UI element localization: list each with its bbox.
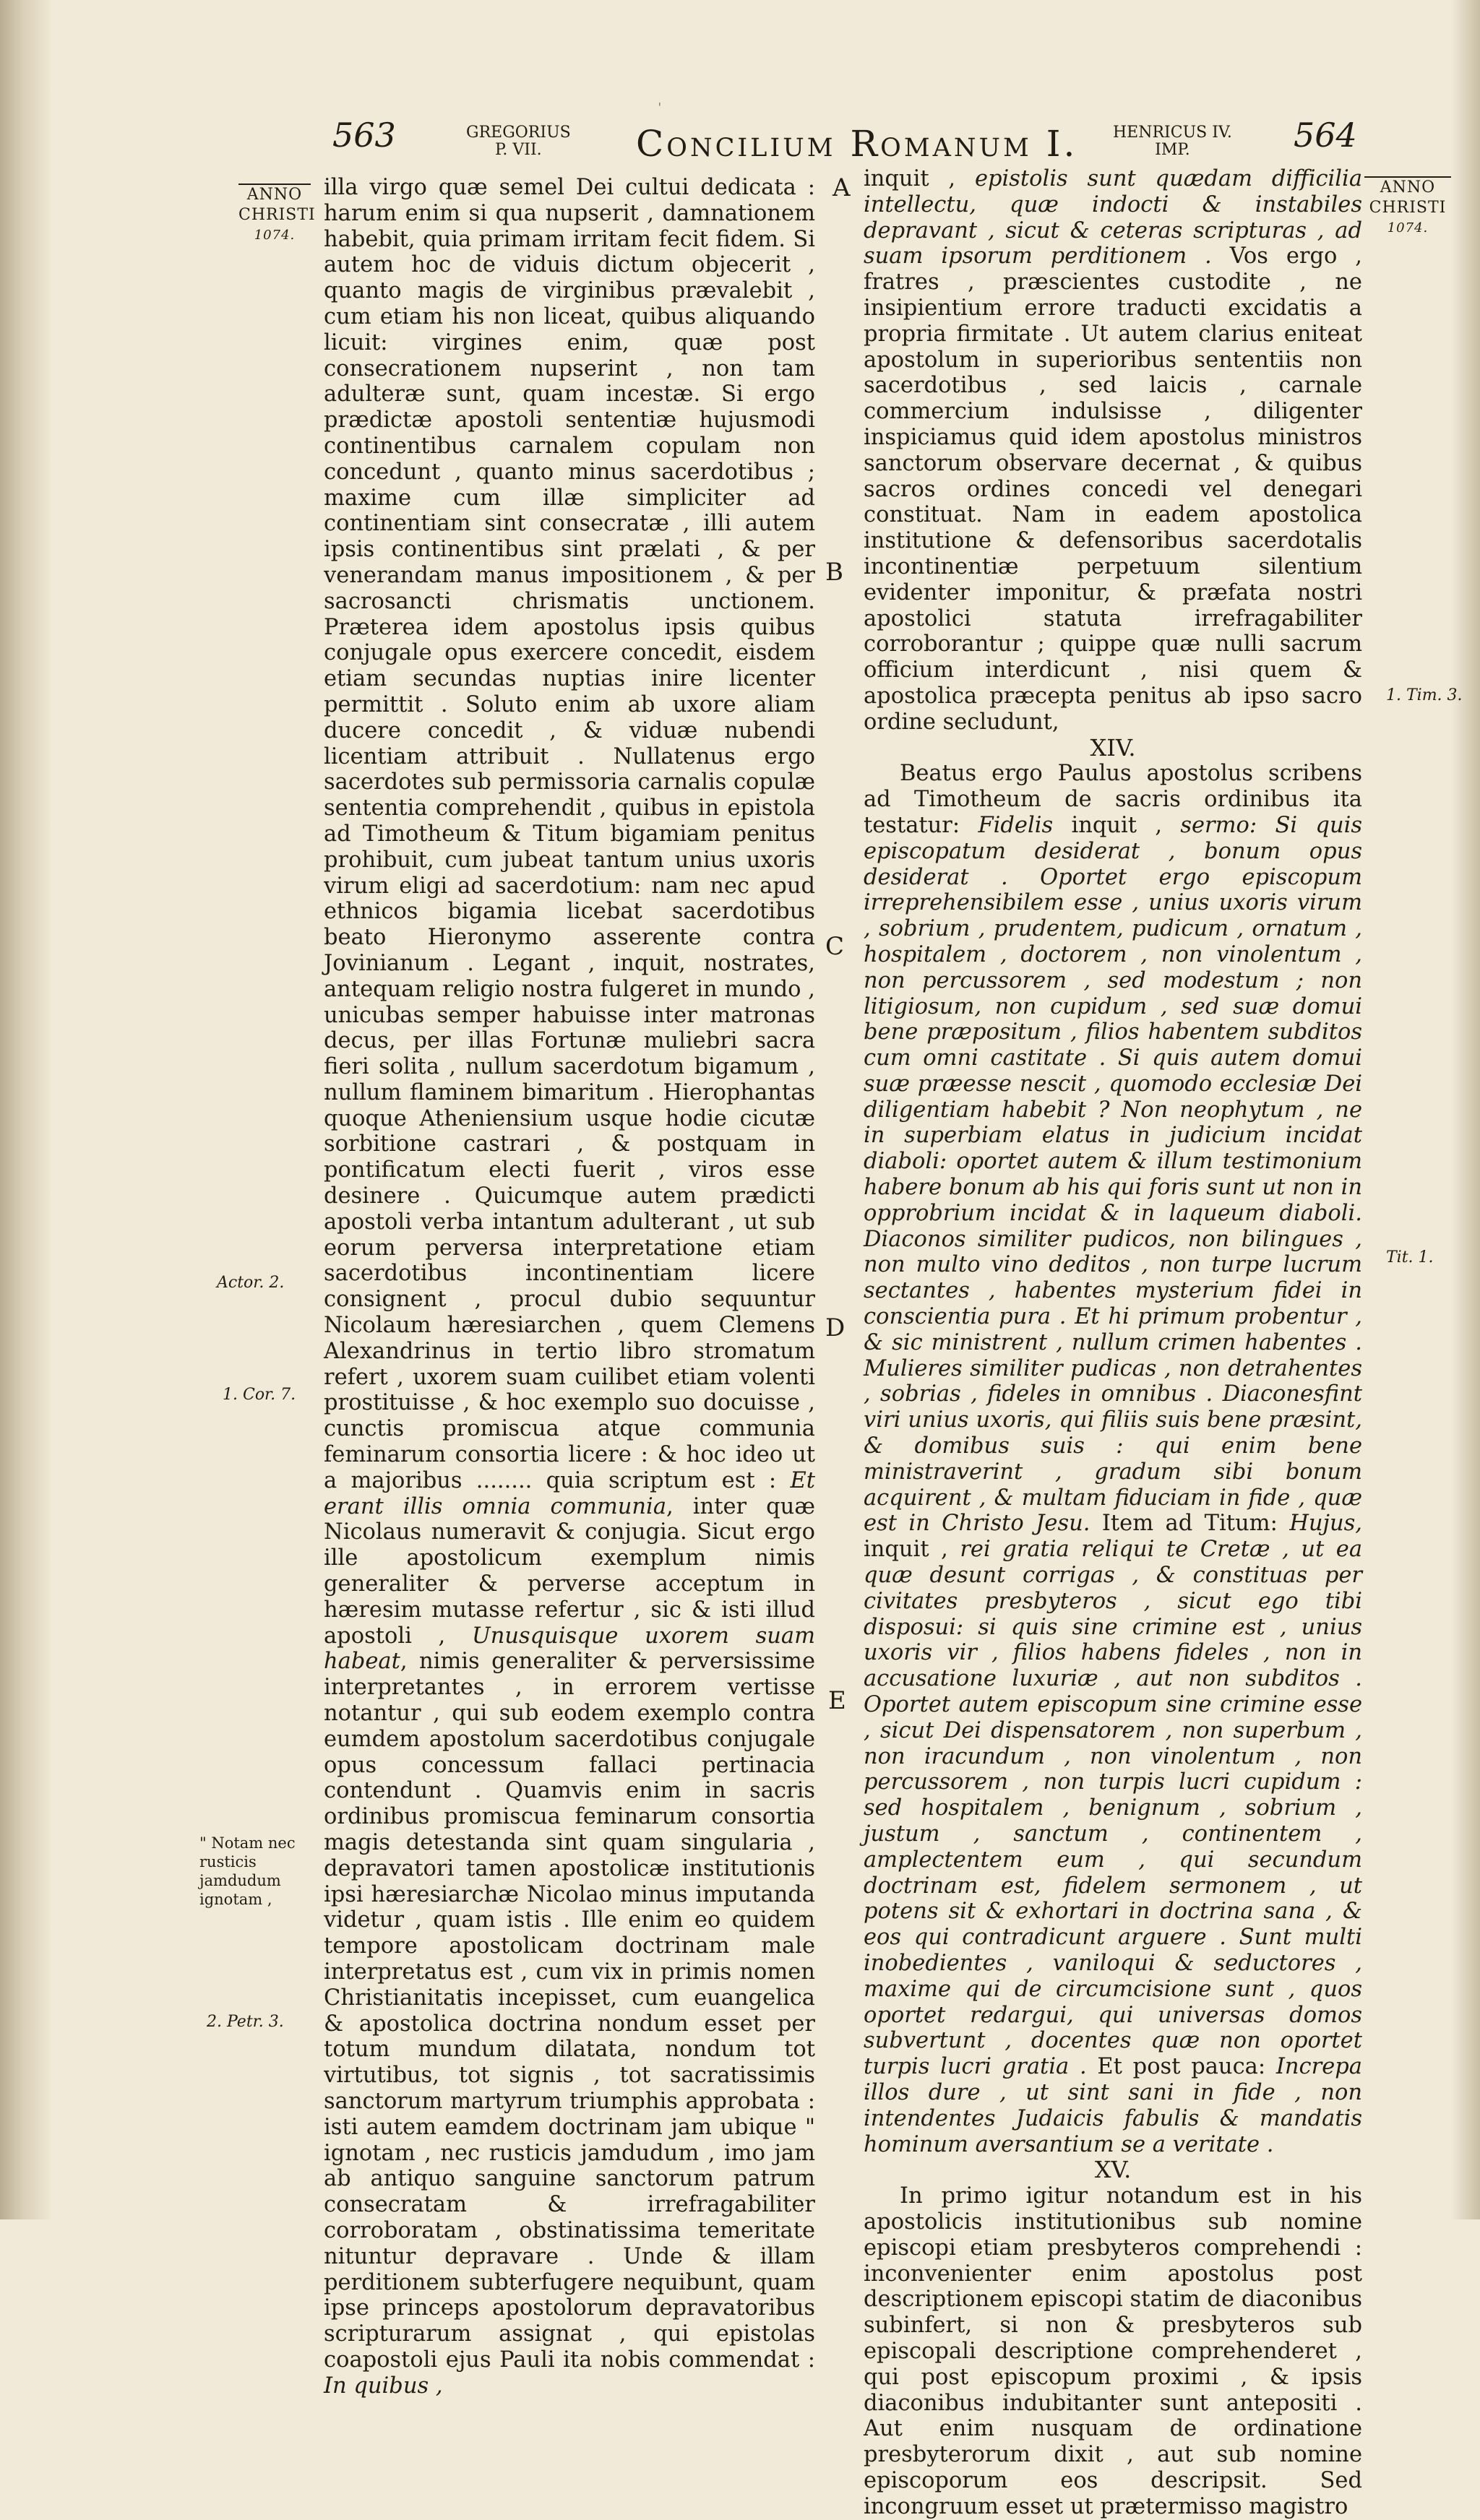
- page-title: Concilium Romanum I.: [636, 123, 1078, 165]
- quotation: Increpa illos dure , ut sint sani in fide , non intendentes Judaicis fabulis & mandatis hominum aversantium se a veritate .: [864, 2054, 1362, 2157]
- margin-note-notam: " Notam nec rusticis jamdudum ignotam ,: [199, 1834, 296, 1908]
- text-run: inquit ,: [864, 166, 956, 191]
- running-head-left-line2: P. VII.: [495, 141, 542, 159]
- christi-label: CHRISTI: [1369, 199, 1447, 217]
- section-letter-b: B: [825, 558, 843, 587]
- section-letter-a: A: [832, 173, 851, 202]
- quotation: Hujus,: [1289, 1511, 1363, 1537]
- left-paragraph: [324, 175, 815, 2399]
- running-head-right-line2: IMP.: [1155, 141, 1190, 159]
- text-run: , nimis generaliter & perversissime interpretantes , in errorem vertisse notantur , qui sub eodem exemplo contra eumdem apostolum sacerdotibus conjugale opus concessum fallaci pertinacia contendunt . Quamvis enim in sacris ordinibus promiscua feminarum consortia magis detestanda sint quam singularia , depravatori tamen apostolicæ institutionis ipsi hæresiarchæ Nicolao minus imputanda videtur , quam istis . Ille enim eo quidem tempore apostolicam doctrinam male interpretatus est , cum vix in primis nomen Christianitatis incepisset, cum euangelica & apostolica doctrina nondum esset per totum mundum dilatata, nondum tot virtutibus, tot signis , tot sacratissimis sanctorum martyrum triumphis approbata : isti autem eamdem doctrinam jam ubique " ignotam , nec rusticis jamdudum , imo jam ab antiquo sanguine sanctorum patrum consecratam & irrefragabiliter corroboratam , obstinatissima temeritate nituntur depravare . Unde & illam perditionem subterfugere nequibunt, quam ipse princeps apostolorum depravatoribus scripturarum assignat , qui epistolas coapostoli ejus Pauli ita nobis commendat :: [324, 1649, 815, 2373]
- text-run: Vos ergo , fratres , præscientes custodite , ne insipientium errore traducti excidatis a propria firmitate . Ut autem clarius eniteat apostolum in superioribus sententiis non sacerdotibus , sed laicis , carnale commercium indulsisse , diligenter inspiciamus quid idem apostolus ministros sanctorum observare decernat , & quibus sacros ordines concedi vel denegari constituat. Nam in eadem apostolica institutione & defensoribus sacerdotalis incontinentiæ perpetuum silentium evidenter imponitur, & præfata nostri apostolici statuta irrefragabiliter corroborantur ; quippe quæ nulli sacrum officium interdicunt , nisi quem & apostolica præcepta penitus ab ipso sacro ordine secludunt,: [864, 243, 1362, 735]
- quotation: Unusquisque uxorem suam habeat: [324, 1623, 815, 1675]
- text-run: illa virgo quæ semel Dei cultui dedicata : harum enim si qua nupserit , damnationem habebit, quia primam irritam fecit fidem. Si autem hoc de viduis dictum objecerit , quanto magis de virginibus prævalebit , cum etiam his non liceat, quibus aliquando licuit: virgines enim, quæ post consecrationem nupserint , non tam adulteræ sunt, quam incestæ. Si ergo prædictæ apostoli sententiæ hujusmodi continentibus carnalem copulam non concedunt , quanto minus sacerdotibus ; maxime cum illæ simpliciter ad continentiam sint consecratæ , illi autem ipsis continentibus sint prælati , & per venerandam manus impositionem , & per sacrosancti chrismatis unctionem. Præterea idem apostolus ipsis quibus conjugale opus exercere concedit, eisdem etiam secundas nuptias inire licenter permittit . Soluto enim ab uxore aliam ducere concedit , & viduæ nubendi licentiam attribuit . Nullatenus ergo sacerdotes sub permissoria carnalis copulæ sententia comprehendit , quibus in epistola ad Timotheum & Titum bigamiam penitus prohibuit, cum jubeat tantum unius uxoris virum eligi ad sacerdotium: nam nec apud ethnicos bigamia licebat sacerdotibus beato Hieronymo asserente contra Jovinianum . Legant , inquit, nostrates, antequam religio nostra fulgeret in mundo , unicubas semper habuisse inter matronas decus, per illas Fortunæ muliebri sacra fieri solita , nullum sacerdotum bigamum , nullum flaminem bimaritum . Hierophantas quoque Atheniensium usque hodie cicutæ sorbitione castrari , & postquam in pontificatum electi fuerit , viros esse desinere . Quicumque autem prædicti apostoli verba intantum adulterant , ut sub eorum perversa interpretatione etiam sacerdotibus incontinentiam licere consignent , procul dubio sequuntur Nicolaum hæresiarchen , quem Clemens Alexandrinus in tertio libro stromatum refert , uxorem suam cuilibet etiam volenti prostituisse , & hoc exemplo suo docuisse , cunctis promiscua atque communia feminarum consortia licere : & hoc ideo ut a majoribus ........ quia scriptum est :: [324, 175, 815, 1493]
- text-run: inquit ,: [1071, 812, 1163, 838]
- text-run: Beatus ergo Paulus apostolus scribens ad Timotheum de sacris ordinibus ita testatur:: [864, 761, 1362, 838]
- quotation: Fidelis: [978, 812, 1054, 838]
- year-label: 1074.: [254, 228, 296, 243]
- text-run: Item ad Titum:: [1101, 1511, 1278, 1537]
- section-14-paragraph: [864, 761, 1362, 2157]
- year-note-left: [238, 184, 316, 246]
- quotation: Et erant illis omnia communia: [324, 1467, 816, 1519]
- page-binding-edge: [0, 0, 51, 2219]
- quotation: sermo: Si quis episcopatum desiderat , bonum opus desiderat . Oportet ergo episcopum irreprehensibilem esse , unius uxoris virum , sobrium , prudentem, pudicum , ornatum , hospitalem , doctorem , non vinolentum , non percussorem , sed modestum ; non litigiosum, non cupidum , sed suæ domui bene præpositum , filios habentem subditos cum omni castitate . Si quis autem domui suæ præesse nescit , quomodo ecclesiæ Dei diligentiam habebit ? Non neophytum , ne in superbiam elatus in judicium incidat diaboli: oportet autem & illum testimonium habere bonum ab his qui foris sunt ut non in opprobrium incidat & in laqueum diaboli. Diaconos similiter pudicos, non bilingues , non multo vino deditos , non turpe lucrum sectantes , habentes mysterium fidei in conscientia pura . Et hi primum probentur , & sic ministrent , nullum crimen habentes . Mulieres similiter pudicas , non detrahentes , sobrias , fideles in omnibus . Diaconesfint viri unius uxoris, qui filiis suis bene præsint, & domibus suis : qui enim bene ministraverint , gradum sibi bonum acquirent , & multam fiduciam in fide , quæ est in Christo Jesu.: [864, 812, 1362, 1537]
- margin-note-tit: Tit. 1.: [1386, 1248, 1434, 1267]
- section-letter-d: D: [825, 1313, 846, 1342]
- page-number-left: 563: [332, 116, 396, 155]
- text-run: , inter quæ Nicolaus numeravit & conjugia. Sicut ergo ille apostolicum exemplum nimis generaliter & perverse acceptum in hæresim mutasse refertur , sic & isti illud apostoli ,: [324, 1493, 815, 1649]
- running-head-left: [466, 124, 571, 159]
- running-head-left-line1: GREGORIUS: [466, 124, 571, 142]
- year-note-right: [1364, 176, 1451, 238]
- margin-note-cor: 1. Cor. 7.: [223, 1386, 296, 1404]
- section-letter-e: E: [828, 1686, 846, 1715]
- text-run: inquit ,: [864, 1537, 948, 1563]
- quotation: rei gratia reliqui te Cretæ , ut ea quæ desunt corrigas , & constituas per civitates presbyteros , sicut ego tibi disposui: si quis sine crimine est , unius uxoris vir , filios habens fideles , non in accusatione luxuriæ , aut non subditos . Oportet autem episcopum sine crimine esse , sicut Dei dispensatorem , non superbum , non iracundum , non vinolentum , non percussorem , non turpis lucri cupidum : sed hospitalem , benignum , sobrium , justum , sanctum , continentem , amplectentem eum , qui secundum doctrinam est, fidelem sermonem , ut potens sit & exhortari in doctrina sana , & eos qui contradicunt arguere . Sunt multi inobedientes , vaniloqui & seductores , maxime qui de circumcisione sunt , quos oportet redargui, qui universas domos subvertunt , docentes quæ non oportet turpis lucri gratia .: [864, 1537, 1362, 2080]
- section-15-paragraph: In primo igitur notandum est in his apostolicis institutionibus sub nomine episcopi etiam presbyteros comprehendi : inconvenienter enim apostolus post descriptionem episcopi statim de diaconibus subinfert, si non & presbyteros sub episcopali descriptione comprehenderet , qui post episcopum proximi , & ipsis diaconibus indubitanter sunt antepositi . Aut enim nusquam de ordinatione presbyterorum dixit , aut sub nomine episcoporum eos descripsit. Sed incongruum esset ut prætermisso magistro: [864, 2183, 1362, 2519]
- margin-note-tim: 1. Tim. 3.: [1386, 686, 1463, 704]
- margin-note-actor: Actor. 2.: [217, 1274, 285, 1292]
- anno-label: ANNO: [238, 184, 311, 205]
- left-text-column: [324, 175, 815, 2399]
- quotation: In quibus ,: [324, 2373, 443, 2399]
- page-right-edge: [1451, 0, 1480, 2219]
- running-head-right-line1: HENRICUS IV.: [1113, 124, 1232, 142]
- section-heading-14: XIV.: [1090, 733, 1136, 761]
- section-heading-15: XV.: [1094, 2156, 1132, 2184]
- ink-mark: ˈ: [658, 100, 662, 117]
- anno-label: ANNO: [1364, 176, 1451, 198]
- year-label: 1074.: [1387, 220, 1429, 236]
- right-intro-paragraph: [864, 166, 1362, 735]
- running-head-right: [1113, 124, 1232, 159]
- christi-label: CHRISTI: [238, 206, 316, 224]
- text-run: Et post pauca:: [1097, 2054, 1266, 2080]
- margin-note-petr: 2. Petr. 3.: [207, 2013, 284, 2031]
- right-text-column: [864, 166, 1362, 2520]
- quotation: epistolis sunt quædam difficilia intellectu, quæ indocti & instabiles depravant , sicut & ceteras scripturas , ad suam ipsorum perditionem .: [864, 166, 1363, 269]
- page-number-right: 564: [1294, 116, 1357, 155]
- section-letter-c: C: [825, 932, 845, 961]
